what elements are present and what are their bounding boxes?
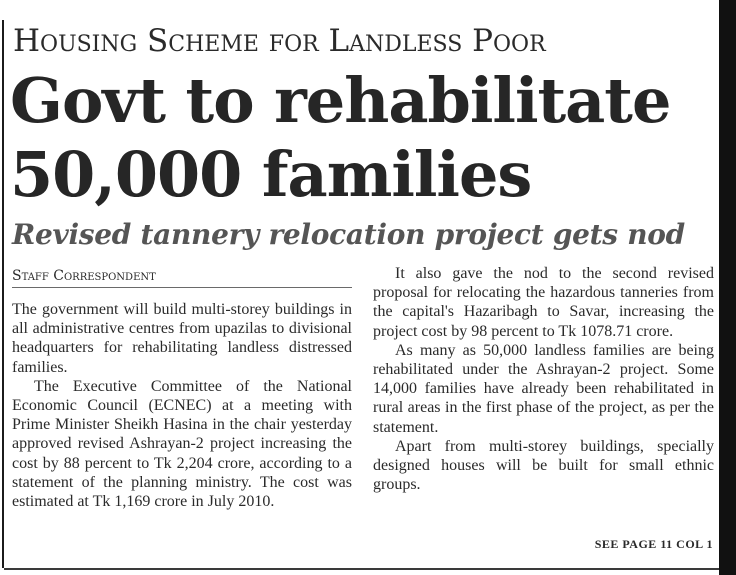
right-edge-shadow bbox=[719, 0, 736, 575]
article-headline bbox=[10, 64, 715, 212]
byline: Staff Correspondent bbox=[12, 268, 156, 284]
paragraph: The government will build multi-storey buildings in all administrative centres from upazilas to divisional headquarters for rehabilitating landless distressed families. bbox=[12, 301, 352, 376]
paragraph: As many as 50,000 landless families are being rehabilitated under the Ashrayan-2 project. Some 14,000 families have already been rehabilitated in rural areas in the first phase of the project, as per the statement. bbox=[373, 341, 714, 436]
body-column-left bbox=[12, 300, 352, 511]
continuation-jump-line: SEE PAGE 11 COL 1 bbox=[594, 537, 713, 551]
left-border-rule bbox=[2, 20, 4, 568]
paragraph: It also gave the nod to the second revised proposal for relocating the hazardous tanneries from the capital's Hazaribagh to Savar, increasing the project cost by 98 percent to Tk 1078.71 crore. bbox=[373, 265, 714, 340]
paragraph: Apart from multi-storey buildings, specially designed houses will be built for small ethnic groups. bbox=[373, 437, 714, 494]
bottom-border-rule bbox=[4, 568, 719, 570]
byline-rule bbox=[12, 287, 352, 288]
article-kicker: Housing Scheme for Landless Poor bbox=[13, 23, 546, 59]
body-column-right bbox=[373, 264, 714, 494]
headline-line-2: 50,000 families bbox=[10, 138, 532, 211]
headline-line-1: Govt to rehabilitate bbox=[10, 64, 671, 137]
article-subhead: Revised tannery relocation project gets nod bbox=[12, 218, 685, 251]
paragraph: The Executive Committee of the National Economic Council (ECNEC) at a meeting with Prime Minister Sheikh Hasina in the chair yesterday approved revised Ashrayan-2 project increasing the cost by 88 percent to Tk 2,204 crore, according to a statement of the planning ministry. The cost was estimated at Tk 1,169 crore in July 2010. bbox=[12, 377, 352, 511]
